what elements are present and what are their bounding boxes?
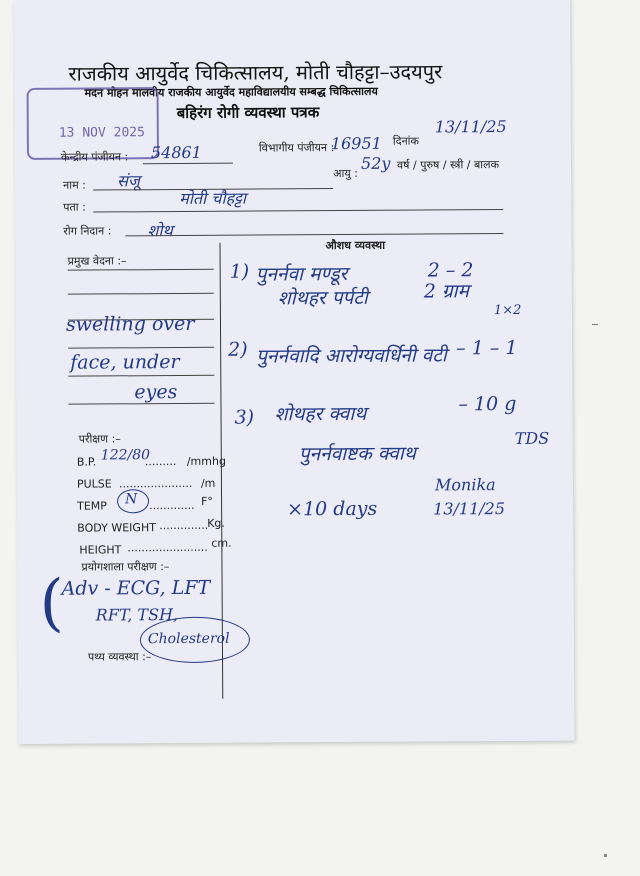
dept-registration-value: 16951	[330, 133, 382, 154]
central-registration-label: केन्द्रीय पंजीयन :	[60, 150, 129, 164]
diet-label: पथ्य व्यवस्था :–	[87, 650, 152, 664]
rx1-dose-1: 2 – 2	[427, 259, 474, 282]
complaint-2: face, under	[70, 350, 180, 374]
pulse-label: PULSE	[76, 477, 112, 491]
address-value: मोती चौहट्टा	[179, 188, 247, 208]
temp-dots: .............	[149, 498, 195, 513]
central-registration-value: 54861	[150, 142, 202, 163]
lab-advice-line-3: Cholesterol	[147, 630, 230, 648]
hospital-title: राजकीय आयुर्वेद चिकित्सालय, मोती चौहट्टा–उदयपुर	[68, 59, 443, 86]
temp-label: TEMP	[77, 499, 107, 513]
stamp-date: 13 NOV 2025	[58, 125, 145, 141]
pulse-dots: .....................	[118, 476, 193, 491]
rx1-dose-2: 2 ग्राम	[423, 280, 469, 303]
lab-label: प्रयोगशाला परीक्षण :–	[81, 560, 170, 574]
complaints-line-1	[68, 269, 214, 271]
rx1-number: 1)	[229, 260, 250, 283]
height-dots: .......................	[127, 540, 208, 555]
rx1-line-1: पुनर्नवा मण्डूर	[255, 262, 348, 286]
lab-advice-bracket: (	[39, 565, 65, 639]
scan-speck	[604, 854, 607, 857]
diagnosis-label: रोग निदान :	[63, 224, 112, 238]
weight-dots: ..............	[159, 518, 209, 533]
rx2-dose: – 1 – 1	[456, 336, 518, 360]
rx1-line-2: शोथहर पर्पटी	[277, 286, 368, 310]
bp-dots: .........	[144, 455, 177, 469]
rx3-line-2: पुनर्नवाष्टक क्वाथ	[298, 442, 416, 466]
rx2-number: 2)	[228, 338, 248, 361]
name-label: नाम :	[63, 178, 86, 192]
complaints-line-2	[68, 293, 214, 295]
weight-unit: Kg.	[207, 516, 225, 530]
age-value: 52y	[360, 153, 391, 173]
complaint-3: eyes	[134, 381, 178, 404]
prescription-paper	[14, 0, 575, 744]
bp-value: 122/80	[100, 447, 151, 464]
signature-date: 13/11/25	[433, 499, 506, 519]
bp-label: B.P.	[76, 455, 97, 469]
date-value: 13/11/25	[434, 116, 507, 137]
complaints-line-4	[68, 347, 214, 349]
address-label: पता :	[63, 200, 86, 214]
central-registration-line	[143, 163, 233, 165]
height-label: HEIGHT	[79, 543, 122, 557]
rx3-line-1: शोथहर क्वाथ	[274, 402, 367, 426]
rx3-number: 3)	[234, 406, 255, 429]
rx3-dose-1: – 10 g	[458, 392, 517, 416]
doctor-signature: Monika	[434, 475, 496, 495]
rx1-note: 1×2	[493, 302, 522, 319]
diagnosis-line	[125, 233, 503, 236]
rx2-line: पुनर्नवादि आरोग्यवर्धिनी वटी	[256, 344, 447, 368]
dept-registration-label: विभागीय पंजीयन :	[258, 141, 335, 155]
exam-label: परीक्षण :–	[78, 432, 121, 446]
name-value: संजू	[117, 171, 140, 191]
address-line	[93, 209, 503, 213]
duration: ×10 days	[287, 497, 378, 521]
rx3-dose-2: TDS	[514, 428, 550, 448]
form-title: बहिरंग रोगी व्यवस्था पत्रक	[176, 103, 320, 123]
bp-unit: /mmhg	[186, 454, 226, 468]
diagnosis-value: शोथ	[147, 221, 173, 241]
complaints-line-5	[68, 375, 214, 377]
complaints-label: प्रमुख वेदना :–	[67, 254, 127, 268]
age-label: आयु :	[333, 166, 358, 181]
date-label: दिनांक	[392, 134, 420, 148]
temp-unit: F°	[201, 494, 213, 508]
lab-advice-line-2: RFT, TSH,	[95, 605, 179, 625]
affiliation-subtitle: मदन मोहन मालवीय राजकीय आयुर्वेद महाविद्यालयीय सम्बद्ध चिकित्सालय	[84, 84, 378, 100]
medication-heading: औशध व्यवस्था	[325, 238, 386, 253]
temp-value: N	[125, 491, 138, 508]
height-unit: cm.	[211, 536, 232, 550]
weight-label: BODY WEIGHT	[77, 521, 156, 535]
lab-advice-line-1: Adv - ECG, LFT	[61, 576, 211, 600]
scan-mark	[592, 324, 598, 325]
pulse-unit: /m	[200, 476, 216, 490]
complaint-1: swelling over	[65, 312, 195, 336]
gender-options: वर्ष / पुरुष / स्त्री / बालक	[396, 158, 500, 172]
